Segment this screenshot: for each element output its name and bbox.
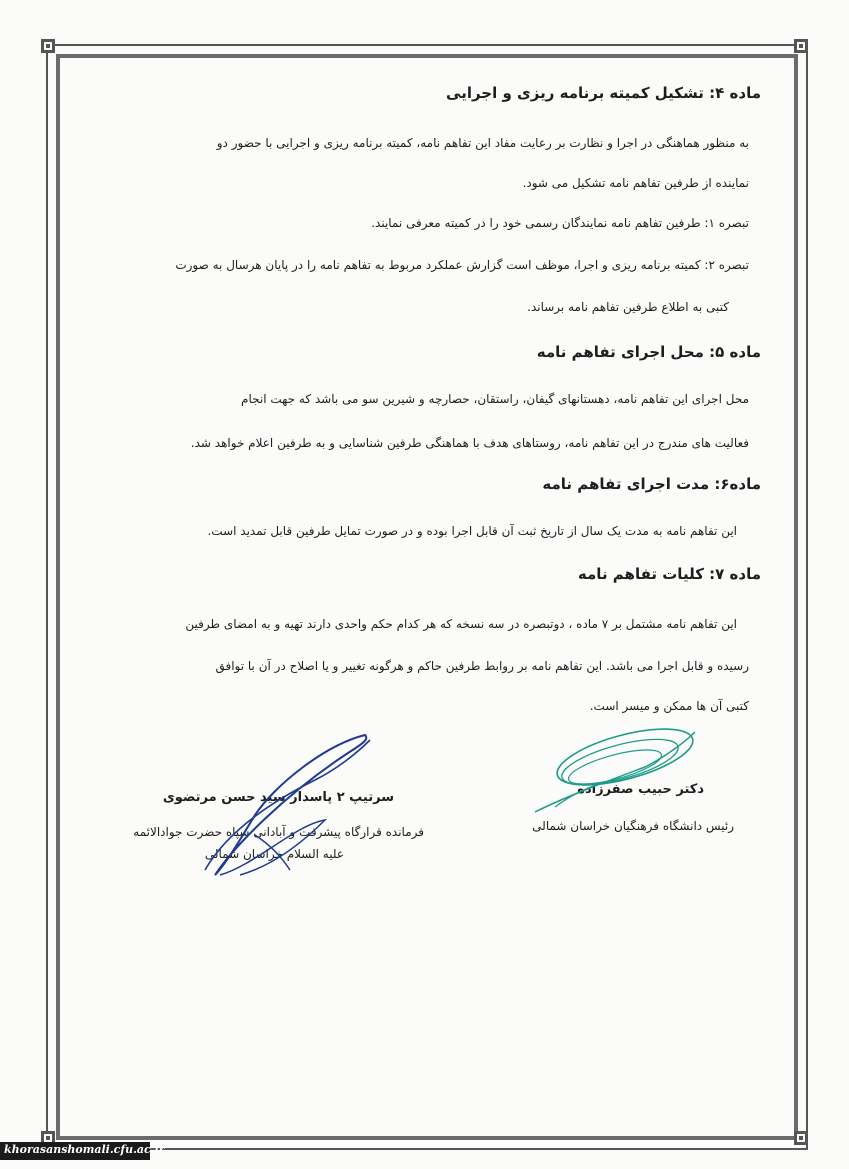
article-6-heading: ماده۶: مدت اجرای تفاهم نامه bbox=[542, 475, 761, 493]
signatory-right-name: دکتر حبیب صفرزاده bbox=[577, 782, 704, 797]
article-7-heading: ماده ۷: کلیات تفاهم نامه bbox=[577, 565, 761, 583]
signatory-right-title: رئیس دانشگاه فرهنگیان خراسان شمالی bbox=[532, 819, 734, 833]
website-watermark-text: khorasanshomali.cfu.ac.ir bbox=[4, 1143, 165, 1156]
article-7-line: رسیده و قابل اجرا می باشد. این تفاهم نامه بر روابط طرفین حاکم و هرگونه تغییر و یا اصلاح در آن با توافق bbox=[215, 659, 749, 673]
signature-right bbox=[525, 712, 705, 822]
article-5-line: محل اجرای این تفاهم نامه، دهستانهای گیفان، راستقان، حصارچه و شیرین سو می باشد که جهت انجام bbox=[241, 392, 749, 406]
signature-left bbox=[195, 725, 385, 885]
article-4-heading: ماده ۴: تشکیل کمیته برنامه ریزی و اجرایی bbox=[446, 84, 761, 102]
article-4-line: نماینده از طرفین تفاهم نامه تشکیل می شود. bbox=[522, 176, 749, 190]
signatory-left-title-line1: فرمانده قرارگاه پیشرفت و آبادانی سپاه حضرت جوادالائمه bbox=[133, 825, 424, 839]
article-5-heading: ماده ۵: محل اجرای تفاهم نامه bbox=[536, 343, 761, 361]
article-4-note-1: تبصره ۱: طرفین تفاهم نامه نمایندگان رسمی خود را در کمیته معرفی نمایند. bbox=[371, 216, 749, 230]
article-4-note-2: تبصره ۲: کمیته برنامه ریزی و اجرا، موظف است گزارش عملکرد مربوط به تفاهم نامه را در پایان هرسال به صورت bbox=[175, 258, 749, 272]
signatory-left-name: سرتیپ ۲ پاسدار سید حسن مرتضوی bbox=[162, 790, 394, 805]
website-watermark-bar bbox=[0, 1142, 165, 1160]
article-7-line: این تفاهم نامه مشتمل بر ۷ ماده ، دوتبصره در سه نسخه که هر کدام حکم واحدی دارند تهیه و به امضای طرفین bbox=[185, 617, 737, 631]
article-5-line: فعالیت های مندرج در این تفاهم نامه، روستاهای هدف با هماهنگی طرفین شناسایی و به طرفین اعلام خواهد شد. bbox=[190, 436, 749, 450]
signatory-left-title-line2: علیه السلام خراسان شمالی bbox=[204, 847, 344, 861]
article-4-line: به منظور هماهنگی در اجرا و نظارت بر رعایت مفاد این تفاهم نامه، کمیته برنامه ریزی و اجرایی با حضور دو bbox=[216, 136, 749, 150]
article-4-line: کتبی به اطلاع طرفین تفاهم نامه برساند. bbox=[527, 300, 729, 314]
article-6-line: این تفاهم نامه به مدت یک سال از تاریخ ثبت آن قابل اجرا بوده و در صورت تمایل طرفین قابل تمدید است. bbox=[207, 524, 737, 538]
article-7-line: کتبی آن ها ممکن و میسر است. bbox=[589, 699, 749, 713]
